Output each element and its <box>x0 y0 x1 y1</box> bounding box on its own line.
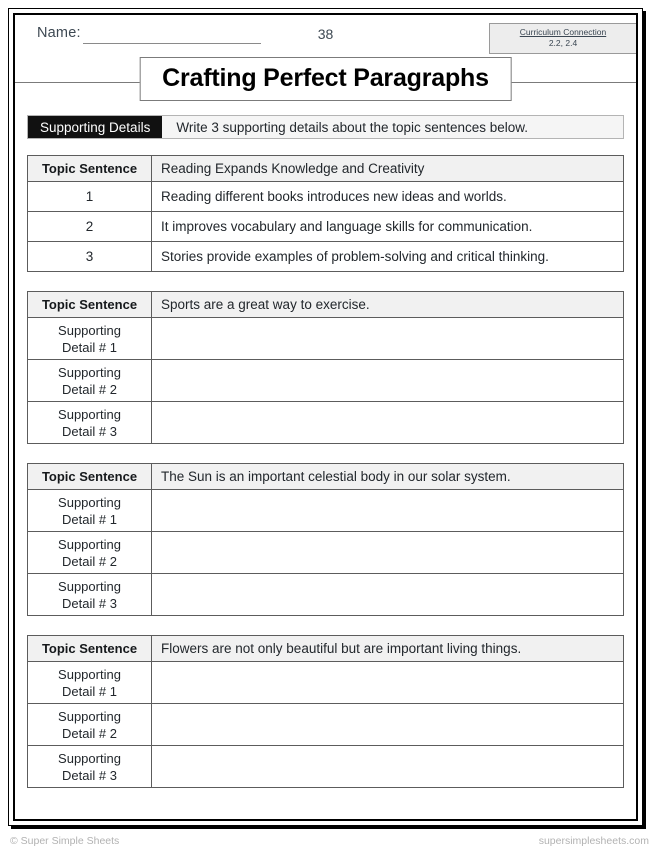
page-footer <box>10 833 649 849</box>
supporting-detail-label-3 <box>28 746 152 788</box>
table-row <box>28 182 624 212</box>
supporting-detail-label-1 <box>28 662 152 704</box>
table-row <box>28 212 624 242</box>
table-header-row <box>28 636 624 662</box>
worksheet-page-frame <box>8 8 643 826</box>
supporting-detail-label-2 <box>28 360 152 402</box>
instruction-section-tab: Supporting Details <box>28 116 162 138</box>
table-row <box>28 704 624 746</box>
table-row <box>28 318 624 360</box>
footer-website: supersimplesheets.com <box>538 835 649 847</box>
supporting-detail-input-3[interactable] <box>152 574 624 616</box>
label-line-1: Supporting <box>58 666 121 682</box>
topic-sentence-value: The Sun is an important celestial body in our solar system. <box>152 464 624 490</box>
supporting-detail-label-3 <box>28 574 152 616</box>
name-label: Name: <box>37 25 81 41</box>
table-row <box>28 490 624 532</box>
name-input-line[interactable] <box>83 43 261 44</box>
supporting-detail-input-3[interactable] <box>152 402 624 444</box>
supporting-detail-input-1[interactable] <box>152 490 624 532</box>
topic-sentence-table-1 <box>27 155 624 272</box>
table-header-row <box>28 464 624 490</box>
instruction-bar <box>27 115 624 139</box>
label-line-2: Detail # 1 <box>62 339 117 355</box>
label-line-2: Detail # 2 <box>62 381 117 397</box>
label-line-2: Detail # 2 <box>62 553 117 569</box>
supporting-detail-label-1 <box>28 490 152 532</box>
curriculum-connection-title: Curriculum Connection <box>519 27 607 37</box>
label-line-2: Detail # 3 <box>62 423 117 439</box>
curriculum-connection-codes: 2.2, 2.4 <box>548 38 578 48</box>
label-line-1: Supporting <box>58 750 121 766</box>
label-line-2: Detail # 3 <box>62 767 117 783</box>
curriculum-connection-badge <box>489 23 637 54</box>
label-line-2: Detail # 2 <box>62 725 117 741</box>
detail-number-3: 3 <box>28 242 152 272</box>
table-row <box>28 574 624 616</box>
label-line-2: Detail # 1 <box>62 683 117 699</box>
label-line-1: Supporting <box>58 494 121 510</box>
table-row <box>28 402 624 444</box>
label-line-2: Detail # 1 <box>62 511 117 527</box>
instruction-text: Write 3 supporting details about the topic sentences below. <box>162 116 623 138</box>
topic-sentence-table-2 <box>27 291 624 444</box>
supporting-detail-label-1 <box>28 318 152 360</box>
topic-sentence-value: Sports are a great way to exercise. <box>152 292 624 318</box>
topic-sentence-label: Topic Sentence <box>28 156 152 182</box>
page-title-box <box>139 57 512 101</box>
topic-sentence-table-4 <box>27 635 624 788</box>
footer-copyright: © Super Simple Sheets <box>10 835 120 847</box>
topic-sentence-label: Topic Sentence <box>28 636 152 662</box>
topic-sentence-value: Reading Expands Knowledge and Creativity <box>152 156 624 182</box>
label-line-2: Detail # 3 <box>62 595 117 611</box>
page-title: Crafting Perfect Paragraphs <box>162 64 489 92</box>
label-line-1: Supporting <box>58 578 121 594</box>
table-row <box>28 662 624 704</box>
supporting-detail-label-2 <box>28 532 152 574</box>
detail-number-1: 1 <box>28 182 152 212</box>
detail-text-3[interactable]: Stories provide examples of problem-solving and critical thinking. <box>152 242 624 272</box>
supporting-detail-input-3[interactable] <box>152 746 624 788</box>
topic-sentence-table-3 <box>27 463 624 616</box>
supporting-detail-input-2[interactable] <box>152 360 624 402</box>
detail-text-1[interactable]: Reading different books introduces new ideas and worlds. <box>152 182 624 212</box>
worksheet-tables <box>15 155 636 788</box>
supporting-detail-input-1[interactable] <box>152 318 624 360</box>
supporting-detail-input-2[interactable] <box>152 532 624 574</box>
supporting-detail-input-1[interactable] <box>152 662 624 704</box>
worksheet-page <box>13 13 638 821</box>
label-line-1: Supporting <box>58 406 121 422</box>
supporting-detail-label-3 <box>28 402 152 444</box>
table-row <box>28 746 624 788</box>
topic-sentence-value: Flowers are not only beautiful but are important living things. <box>152 636 624 662</box>
table-header-row <box>28 292 624 318</box>
supporting-detail-input-2[interactable] <box>152 704 624 746</box>
detail-text-2[interactable]: It improves vocabulary and language skills for communication. <box>152 212 624 242</box>
detail-number-2: 2 <box>28 212 152 242</box>
table-row <box>28 242 624 272</box>
label-line-1: Supporting <box>58 322 121 338</box>
topic-sentence-label: Topic Sentence <box>28 292 152 318</box>
worksheet-header <box>15 15 636 55</box>
table-header-row <box>28 156 624 182</box>
label-line-1: Supporting <box>58 536 121 552</box>
supporting-detail-label-2 <box>28 704 152 746</box>
label-line-1: Supporting <box>58 364 121 380</box>
table-row <box>28 360 624 402</box>
topic-sentence-label: Topic Sentence <box>28 464 152 490</box>
title-band <box>15 57 636 107</box>
page-number: 38 <box>317 26 334 42</box>
label-line-1: Supporting <box>58 708 121 724</box>
table-row <box>28 532 624 574</box>
